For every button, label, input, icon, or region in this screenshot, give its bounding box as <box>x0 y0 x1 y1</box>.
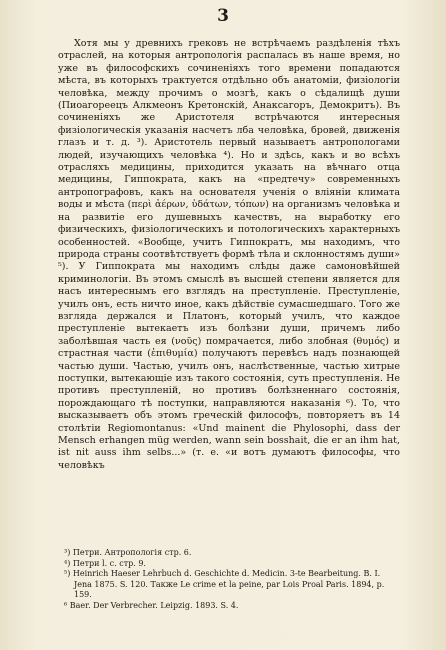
footnotes <box>58 548 400 611</box>
footnote: ⁴) Петри l. c. стр. 9. <box>64 558 146 568</box>
footnote: ³) Петри. Антропологія стр. 6. <box>64 548 192 557</box>
body-paragraph: Хотя мы у древнихъ грековъ не встрѣчаемъ раздѣленія тѣхъ отраслей, на которыя антропологія распалась въ наше время, но уже въ философскихъ сочиненіяхъ того времени попадаются мѣста, въ которыхъ трактуется отдѣльно объ анатоміи, физіологіи человѣка, между прочимъ о мозгѣ, какъ о сѣдалищѣ души (Пиоагореецъ Алкмеонъ Кретонскій, Анаксагоръ, Демокритъ). Въ сочиненіяхъ же Аристотеля встрѣчаются интересныя физіологическія указанія насчетъ лба человѣка, бровей, движенія глазъ и т. д. ³). Аристотель первый называетъ антропологами людей, изучающихъ человѣка ⁴). Но и здѣсь, какъ и во всѣхъ отрасляхъ медицины, приходится указать на вѣчнаго отца медицины, Гиппократа, какъ на «предтечу» современныхъ антропографовъ, какъ на основателя ученія о вліяніи климата воды и мѣста (περὶ ἀέρων, ὑδάτων, τόπων) на организмъ человѣка и на развитіе его душевныхъ качествъ, на выработку его физическихъ, физіологическихъ и потологическихъ характерныхъ особенностей. «Вообще, учитъ Гиппократъ, мы находимъ, что природа страны соотвѣтствуетъ формѣ тѣла и склонностямъ души» ⁵). У Гиппократа мы находимъ слѣды даже самоновѣйшей криминологіи. Въ этомъ смыслѣ въ высшей степени является для насъ интереснымъ его взглядъ на преступленіе. Преступленіе, училъ онъ, есть ничто иное, какъ дѣйствіе сумасшедшаго. Того же взгляда держался и Платонъ, который училъ, что каждое преступленіе вытекаетъ изъ болѣзни души, причемъ либо заболѣвшая часть ея (νοῦς) помрачается, либо злобная (θυμός) и страстная части (ἐπιθυμία) получаютъ перевѣсъ надъ познающей частью души. Частью, училъ онъ, наслѣственные, частью хитрые поступки, вытекающіе изъ такого состоянія, суть преступленія. Не противъ преступленій, но противъ болѣзненнаго состоянія, порождающаго тѣ поступки, направляются наказанія ⁶). То, что высказываетъ объ этомъ греческій философъ, повторяетъ въ 14 столѣтіи Regiomontanus: «Und mainent die Phylosophi, dass der Mensch erhangen müg werden, wann sein bosshait, die er an ihm hat, ist nit auss ihm selbs...» (т. е. «и вотъ думаютъ философы, что человѣкъ <box>58 38 400 471</box>
body-text <box>58 38 400 472</box>
footnote: ⁶ Baer. Der Verbrecher. Leipzig. 1893. S. 4. <box>64 600 239 610</box>
page-number: 3 <box>217 6 229 26</box>
footnote: ⁵) Heinrich Haeser Lehrbuch d. Geschichte d. Medicin. 3-te Bearbeitung. B. I. Jena 1875. S. 120. Также Le crime et la peine, par Lois Proal Paris. 1894, p. 159. <box>64 569 385 599</box>
